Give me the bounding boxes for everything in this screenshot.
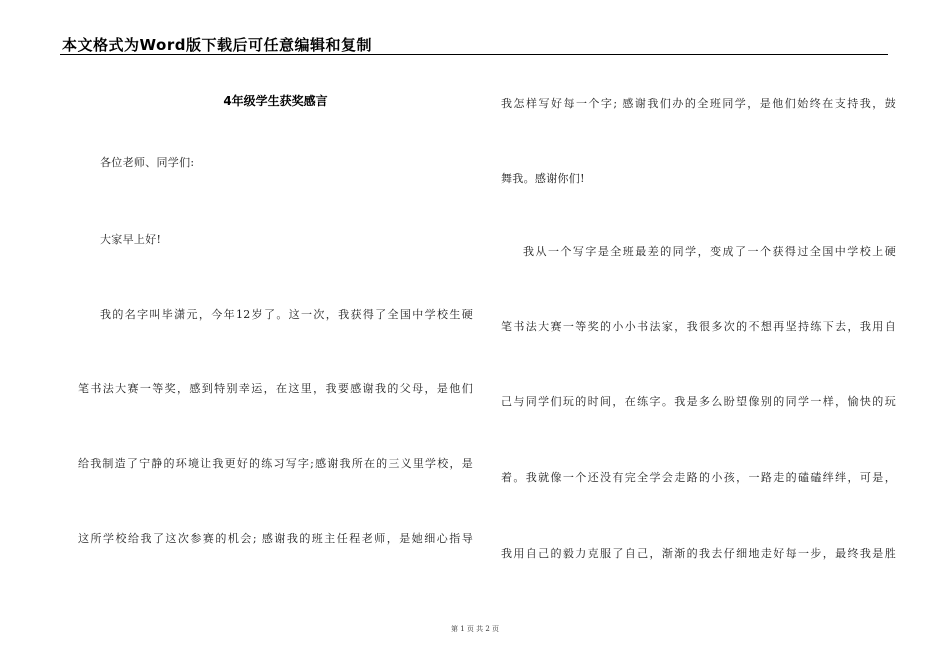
paragraph-line: 笔书法大赛一等奖的小小书法家，我很多次的不想再坚持练下去，我用自 xyxy=(501,320,896,333)
paragraph-line: 给我制造了宁静的环境让我更好的练习写字;感谢我所在的三义里学校，是 xyxy=(78,457,473,470)
paragraph-line: 舞我。感谢你们! xyxy=(501,172,585,185)
paragraph-line: 我的名字叫毕潇元，今年12岁了。这一次，我获得了全国中学校生硬 xyxy=(100,308,473,321)
document-header-title: 本文格式为Word版下载后可任意编辑和复制 xyxy=(62,36,372,54)
header-divider xyxy=(60,54,888,55)
paragraph-line: 各位老师、同学们: xyxy=(100,156,195,169)
paragraph-line: 笔书法大赛一等奖，感到特别幸运，在这里，我要感谢我的父母，是他们 xyxy=(78,382,473,395)
paragraph-line: 我用自己的毅力克服了自己，渐渐的我去仔细地走好每一步，最终我是胜 xyxy=(501,547,896,560)
paragraph-line: 己与同学们玩的时间，在练字。我是多么盼望像别的同学一样，愉快的玩 xyxy=(501,395,896,408)
paragraph-line: 大家早上好! xyxy=(100,233,162,246)
paragraph-line: 这所学校给我了这次参赛的机会; 感谢我的班主任程老师，是她细心指导 xyxy=(78,532,473,545)
paragraph-line: 我怎样写好每一个字; 感谢我们办的全班同学，是他们始终在支持我，鼓 xyxy=(501,97,896,110)
paragraph-line: 我从一个写字是全班最差的同学，变成了一个获得过全国中学校上硬 xyxy=(523,245,896,258)
page-number: 第 1 页 共 2 页 xyxy=(450,625,500,633)
paragraph-line: 着。我就像一个还没有完全学会走路的小孩，一路走的磕磕绊绊，可是， xyxy=(501,471,896,484)
document-title: 4年级学生获奖感言 xyxy=(223,94,328,108)
